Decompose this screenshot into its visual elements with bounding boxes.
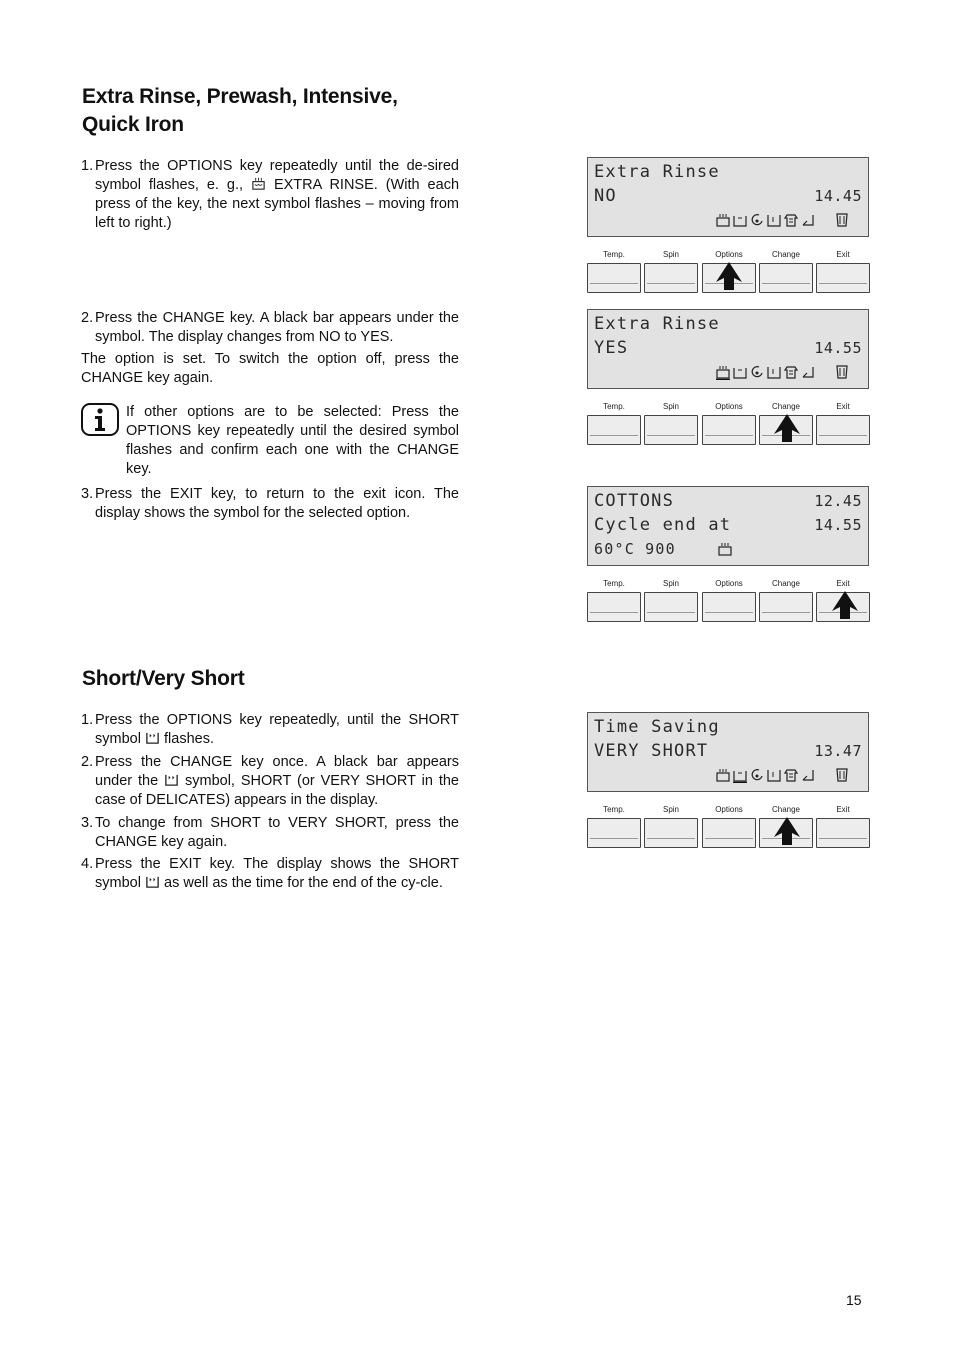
step-text-part: Press the OPTIONS key repeatedly until the de-sired symbol flashes, e. g., (95, 158, 459, 193)
display-line-2: VERY SHORT (594, 741, 709, 761)
display-line-2: Cycle end at (594, 515, 732, 535)
page-number: 15 (846, 1292, 862, 1308)
key-label-change: Change (771, 402, 801, 411)
key-label-exit: Exit (836, 805, 850, 814)
key-label-options: Options (715, 579, 743, 588)
short-icon (145, 730, 160, 745)
display-line-1: COTTONS (594, 491, 675, 511)
step-text-part: Press the CHANGE key once. A black bar appears under the (95, 754, 459, 789)
instruction-step (81, 814, 459, 852)
options-key[interactable] (702, 592, 756, 622)
prewash-icon (732, 364, 748, 380)
extra-rinse-icon (715, 212, 731, 228)
step-text-part: EXTRA RINSE. (With each press of the key, the next symbol flashes – moving from left to right.) (95, 177, 460, 231)
change-key[interactable] (759, 263, 813, 293)
temp-key[interactable] (587, 592, 641, 622)
quick-iron-icon (783, 364, 799, 380)
display-time: 14.55 (814, 516, 862, 534)
key-label-options: Options (715, 805, 743, 814)
night-icon (800, 364, 816, 380)
display-panel (587, 309, 869, 389)
step-text-part: symbol, SHORT (or VERY SHORT in the case of DELICATES) appears in the display. (95, 773, 459, 808)
info-note (81, 403, 459, 479)
intensive-icon (749, 767, 765, 783)
key-label-exit: Exit (836, 579, 850, 588)
display-time: 14.55 (814, 339, 862, 357)
extra-rinse-icon (715, 767, 731, 783)
display-line-2: NO (594, 186, 617, 206)
extra-rinse-icon (715, 364, 731, 380)
spin-key[interactable] (644, 415, 698, 445)
short-icon (766, 767, 782, 783)
quick-iron-icon (783, 212, 799, 228)
quick-iron-icon (783, 767, 799, 783)
options-key[interactable] (702, 415, 756, 445)
instruction-step (81, 753, 459, 810)
title-line-1: Extra Rinse, Prewash, Intensive, (82, 85, 398, 108)
key-label-options: Options (715, 250, 743, 259)
key-label-exit: Exit (836, 250, 850, 259)
section-title-short: Short/Very Short (82, 667, 245, 690)
step-number: 2. (81, 310, 94, 326)
instruction-step (81, 157, 459, 233)
press-arrow-icon (774, 817, 800, 845)
spin-key[interactable] (644, 592, 698, 622)
extra-rinse-icon (717, 541, 733, 557)
control-keys (586, 579, 872, 629)
prewash-icon (732, 767, 748, 783)
display-time: 13.47 (814, 742, 862, 760)
short-icon (766, 364, 782, 380)
title-line-2: Quick Iron (82, 113, 184, 136)
note-text: If other options are to be selected: Press the OPTIONS key repeatedly until the desired symbol flashes and confirm each one with the CHANGE key. (126, 404, 459, 477)
options-key[interactable] (702, 818, 756, 848)
press-arrow-icon (774, 414, 800, 442)
step-number: 1. (81, 158, 94, 174)
key-label-temp: Temp. (603, 250, 625, 259)
info-icon (81, 403, 126, 437)
exit-key[interactable] (816, 263, 870, 293)
step-number: 3. (81, 815, 94, 831)
short-icon (145, 874, 160, 889)
night-icon (800, 767, 816, 783)
temp-key[interactable] (587, 818, 641, 848)
key-label-change: Change (771, 805, 801, 814)
temp-key[interactable] (587, 263, 641, 293)
display-line-2: YES (594, 338, 629, 358)
step-text-part: as well as the time for the end of the cy-cle. (164, 875, 443, 891)
extra-rinse-icon (251, 176, 266, 191)
press-arrow-icon (716, 262, 742, 290)
key-label-temp: Temp. (603, 805, 625, 814)
intensive-icon (749, 212, 765, 228)
option-icons (715, 364, 816, 380)
change-key[interactable] (759, 592, 813, 622)
display-panel (587, 712, 869, 792)
step-text (95, 157, 459, 233)
step-number: 2. (81, 754, 94, 770)
display-time: 12.45 (814, 492, 862, 510)
night-icon (800, 212, 816, 228)
intensive-icon (749, 364, 765, 380)
display-line-1: Extra Rinse (594, 314, 720, 334)
instruction-step (81, 855, 459, 893)
option-icons (715, 212, 816, 228)
key-label-spin: Spin (662, 579, 679, 588)
display-line-1: Time Saving (594, 717, 720, 737)
display-line-1: Extra Rinse (594, 162, 720, 182)
step-number: 3. (81, 486, 94, 502)
spin-key[interactable] (644, 818, 698, 848)
key-label-temp: Temp. (603, 402, 625, 411)
display-line-3: 60°C 900 (594, 540, 676, 558)
display-panel (587, 157, 869, 237)
short-icon (766, 212, 782, 228)
key-label-change: Change (771, 250, 801, 259)
short-icon (164, 772, 179, 787)
instruction-step (81, 309, 459, 347)
instruction-step (81, 485, 459, 523)
display-panel (587, 486, 869, 566)
step-text: Press the EXIT key, to return to the exit icon. The display shows the symbol for the selected option. (95, 486, 459, 521)
section-title-extra-rinse (82, 83, 502, 139)
step-text-part: flashes. (164, 731, 214, 747)
step-text-part: Press the EXIT key. The display shows the SHORT symbol (95, 856, 459, 891)
exit-key[interactable] (816, 415, 870, 445)
option-icons (715, 767, 816, 783)
press-arrow-icon (832, 591, 858, 619)
key-label-spin: Spin (662, 250, 679, 259)
control-keys (586, 402, 872, 452)
key-label-options: Options (715, 402, 743, 411)
step-number: 1. (81, 712, 94, 728)
key-label-change: Change (771, 579, 801, 588)
key-label-temp: Temp. (603, 579, 625, 588)
step-text: Press the CHANGE key. A black bar appears under the symbol. The display changes from NO to YES. (95, 310, 459, 345)
prewash-icon (732, 212, 748, 228)
exit-icon (834, 212, 850, 228)
instruction-step (81, 711, 459, 749)
display-time: 14.45 (814, 187, 862, 205)
step-text (95, 855, 459, 893)
step-text (95, 711, 459, 749)
step-text-part: Press the OPTIONS key repeatedly, until the SHORT symbol (95, 712, 459, 747)
key-label-spin: Spin (662, 805, 679, 814)
exit-icon (834, 767, 850, 783)
step-number: 4. (81, 856, 94, 872)
control-keys (586, 250, 872, 300)
step-continuation: The option is set. To switch the option off, press the CHANGE key again. (81, 351, 459, 386)
exit-icon (834, 364, 850, 380)
step-text (95, 753, 459, 810)
control-keys (586, 805, 872, 855)
key-label-spin: Spin (662, 402, 679, 411)
temp-key[interactable] (587, 415, 641, 445)
exit-key[interactable] (816, 818, 870, 848)
step-text: To change from SHORT to VERY SHORT, press the CHANGE key again. (95, 815, 459, 850)
key-label-exit: Exit (836, 402, 850, 411)
spin-key[interactable] (644, 263, 698, 293)
